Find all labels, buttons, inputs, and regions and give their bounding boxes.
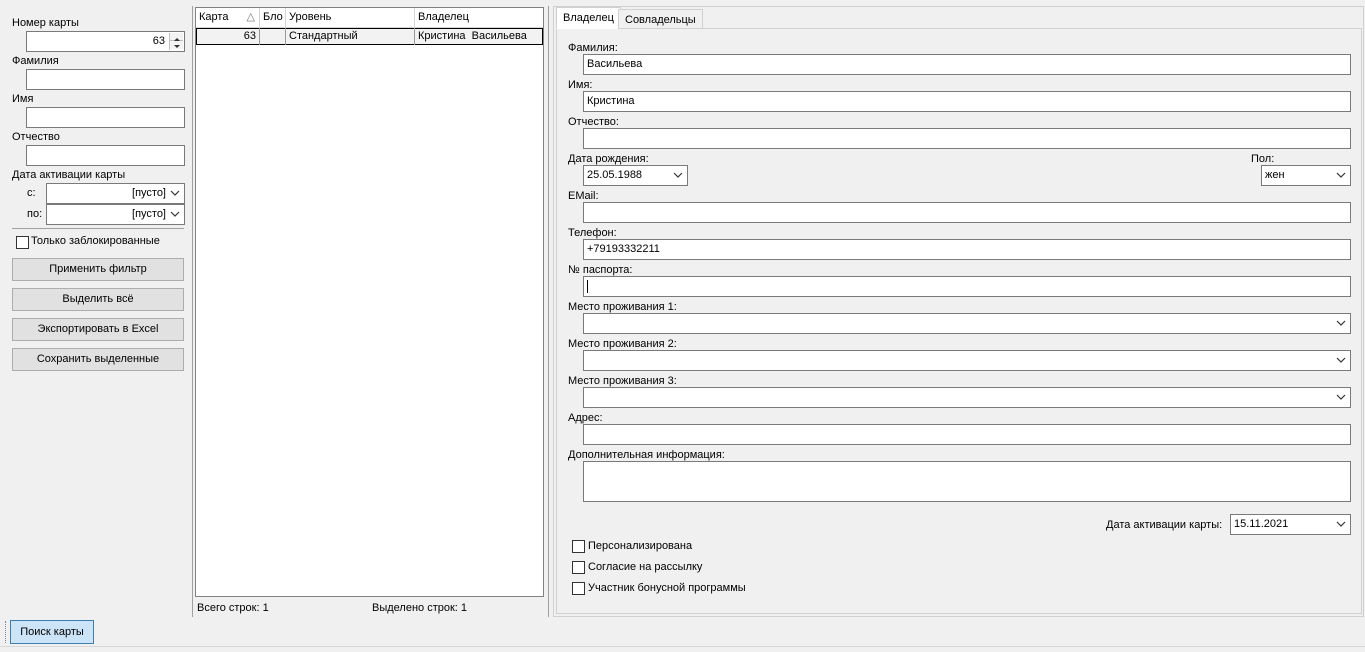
card-activation-label: Дата активации карты: — [1106, 519, 1223, 531]
lastname-filter-label: Фамилия — [12, 55, 59, 67]
column-header-owner[interactable]: Владелец — [415, 8, 543, 28]
firstname-filter-input[interactable] — [26, 107, 185, 128]
middlename-label: Отчество: — [568, 116, 619, 128]
bonus-program-label: Участник бонусной программы — [588, 582, 746, 594]
birthdate-value: 25.05.1988 — [587, 169, 643, 181]
from-date-dropdown[interactable] — [46, 183, 185, 204]
save-selected-button[interactable]: Сохранить выделенные — [12, 348, 184, 371]
firstname-filter-label: Имя — [12, 93, 34, 105]
filter-panel — [0, 0, 192, 617]
passport-label: № паспорта: — [568, 264, 633, 276]
residence2-label: Место проживания 2: — [568, 338, 677, 350]
cell-owner[interactable]: Кристина Васильева — [418, 30, 527, 42]
card-number-spinner[interactable] — [26, 31, 185, 52]
spin-down-icon[interactable] — [170, 41, 183, 49]
column-header-blocked[interactable]: Бло — [260, 8, 286, 28]
activation-filter-label: Дата активации карты — [12, 169, 126, 181]
firstname-field[interactable]: Кристина — [583, 91, 1351, 112]
divider — [12, 228, 184, 229]
window-tab-card-search[interactable]: Поиск карты — [10, 620, 94, 644]
spinner-buttons[interactable] — [169, 33, 183, 50]
lastname-filter-input[interactable] — [26, 69, 185, 90]
personalized-label: Персонализирована — [588, 540, 693, 552]
text-cursor — [587, 280, 588, 293]
splitter-left[interactable] — [192, 6, 193, 617]
cell-card[interactable]: 63 — [196, 28, 260, 45]
blocked-only-checkbox[interactable] — [16, 236, 29, 249]
chevron-down-icon[interactable] — [1334, 168, 1348, 183]
selected-rows-label: Выделено строк: 1 — [372, 602, 468, 614]
passport-field[interactable] — [583, 276, 1351, 297]
phone-field[interactable]: +79193332211 — [583, 239, 1351, 260]
phone-label: Телефон: — [568, 227, 617, 239]
spin-up-icon[interactable] — [170, 33, 183, 41]
to-date-value: [пусто] — [132, 208, 166, 220]
birthdate-label: Дата рождения: — [568, 153, 649, 165]
residence3-label: Место проживания 3: — [568, 375, 677, 387]
extra-info-label: Дополнительная информация: — [568, 449, 725, 461]
bonus-program-checkbox[interactable] — [572, 582, 585, 595]
from-date-value: [пусто] — [132, 187, 166, 199]
card-activation-picker[interactable] — [1230, 514, 1351, 535]
column-header-level[interactable]: Уровень — [286, 8, 415, 28]
from-label: с: — [27, 187, 36, 199]
divider — [0, 646, 1365, 647]
gender-dropdown[interactable] — [1261, 165, 1351, 186]
lastname-label: Фамилия: — [568, 42, 618, 54]
card-activation-value: 15.11.2021 — [1234, 518, 1289, 530]
to-label: по: — [27, 208, 43, 220]
address-label: Адрес: — [568, 412, 603, 424]
sort-asc-icon: △ — [246, 11, 255, 23]
chevron-down-icon[interactable] — [1334, 316, 1348, 331]
email-field[interactable] — [583, 202, 1351, 223]
extra-info-textarea[interactable] — [583, 461, 1351, 502]
personalized-checkbox[interactable] — [572, 540, 585, 553]
to-date-dropdown[interactable] — [46, 204, 185, 225]
chevron-down-icon[interactable] — [168, 186, 182, 201]
chevron-down-icon[interactable] — [1334, 517, 1348, 532]
birthdate-picker[interactable] — [583, 165, 688, 186]
mailing-consent-label: Согласие на рассылку — [588, 561, 703, 573]
residence1-dropdown[interactable] — [583, 313, 1351, 334]
chevron-down-icon[interactable] — [1334, 353, 1348, 368]
select-all-button[interactable]: Выделить всё — [12, 288, 184, 311]
card-number-value: 63 — [152, 35, 165, 47]
middlename-field[interactable] — [583, 128, 1351, 149]
residence1-label: Место проживания 1: — [568, 301, 677, 313]
email-label: EMail: — [568, 190, 599, 202]
firstname-label: Имя: — [568, 79, 593, 91]
cell-level[interactable]: Стандартный — [286, 28, 415, 45]
mailing-consent-checkbox[interactable] — [572, 561, 585, 574]
total-rows-label: Всего строк: 1 — [197, 602, 269, 614]
gender-label: Пол: — [1251, 153, 1275, 165]
residence3-dropdown[interactable] — [583, 387, 1351, 408]
export-excel-button[interactable]: Экспортировать в Excel — [12, 318, 184, 341]
tab-coowners[interactable]: Совладельцы — [618, 9, 703, 29]
middlename-filter-label: Отчество — [12, 131, 60, 143]
card-number-label: Номер карты — [12, 17, 79, 29]
chevron-down-icon[interactable] — [168, 207, 182, 222]
chevron-down-icon[interactable] — [671, 168, 685, 183]
lastname-field[interactable]: Васильева — [583, 54, 1351, 75]
residence2-dropdown[interactable] — [583, 350, 1351, 371]
column-header-card[interactable]: Карта △ — [196, 8, 260, 28]
middlename-filter-input[interactable] — [26, 145, 185, 166]
cards-grid[interactable] — [195, 7, 544, 597]
tab-owner[interactable]: Владелец — [556, 7, 621, 29]
cell-blocked[interactable] — [260, 28, 286, 45]
apply-filter-button[interactable]: Применить фильтр — [12, 258, 184, 281]
grip-icon — [5, 621, 7, 643]
chevron-down-icon[interactable] — [1334, 390, 1348, 405]
gender-value: жен — [1265, 169, 1285, 181]
bottom-tabbar — [0, 617, 1365, 652]
splitter-right[interactable] — [548, 6, 549, 617]
address-field[interactable] — [583, 424, 1351, 445]
blocked-only-label: Только заблокированные — [31, 235, 160, 247]
